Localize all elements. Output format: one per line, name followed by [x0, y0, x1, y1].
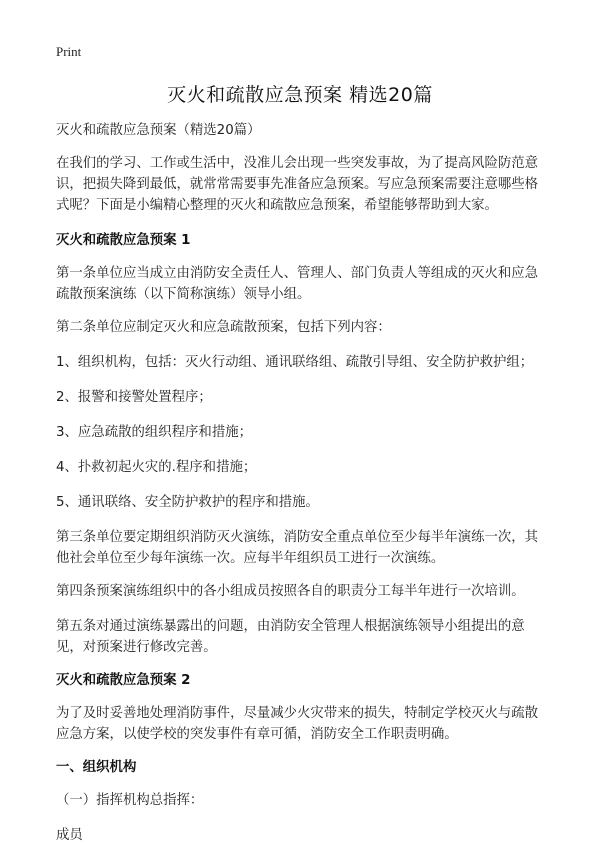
- section-2-item: （一）指挥机构总指挥：: [56, 793, 204, 808]
- section-1-list-item: 3、应急疏散的组织程序和措施；: [56, 425, 252, 440]
- section-1-heading: 灭火和疏散应急预案 1: [56, 233, 191, 248]
- section-1-paragraph: 第五条对通过演练暴露出的问题，由消防安全管理人根据演练领导小组提出的意见，对预案进行修改完善。: [56, 619, 525, 655]
- section-2-paragraph: 为了及时妥善地处理消防事件，尽量减少火灾带来的损失，特制定学校灭火与疏散应急方案，以使学校的突发事件有章可循，消防安全工作职责明确。: [56, 706, 539, 742]
- intro-paragraph: 在我们的学习、工作或生活中，没准儿会出现一些突发事故，为了提高风险防范意识，把损失降到最低，就常常需要事先准备应急预案。写应急预案需要注意哪些格式呢？下面是小编精心整理的灭火和疏散应急预案，希望能够帮助到大家。: [56, 156, 539, 213]
- section-1-list-item: 1、组织机构，包括：灭火行动组、通讯联络组、疏散引导组、安全防护救护组；: [56, 355, 534, 370]
- section-1-paragraph: 第一条单位应当成立由消防安全责任人、管理人、部门负责人等组成的灭火和应急疏散预案演练（以下简称演练）领导小组。: [56, 266, 539, 302]
- section-1-list-item: 4、扑救初起火灾的.程序和措施；: [56, 460, 257, 475]
- section-2-heading: 灭火和疏散应急预案 2: [56, 673, 191, 688]
- page-title: 灭火和疏散应急预案 精选20篇: [167, 84, 433, 106]
- document-body: [56, 120, 548, 846]
- section-1-paragraph: 第四条预案演练组织中的各小组成员按照各自的职责分工每半年进行一次培训。: [56, 584, 525, 599]
- section-2-item: 成员: [56, 828, 83, 843]
- document-subtitle: 灭火和疏散应急预案（精选20篇）: [56, 123, 261, 138]
- section-1-list-item: 2、报警和接警处置程序；: [56, 390, 212, 405]
- print-label: Print: [56, 44, 82, 59]
- section-1-list-item: 5、通讯联络、安全防护救护的程序和措施。: [56, 495, 319, 510]
- section-2-subheading: 一、组织机构: [56, 760, 137, 775]
- section-1-paragraph: 第二条单位应制定灭火和应急疏散预案，包括下列内容：: [56, 320, 391, 335]
- section-1-paragraph: 第三条单位要定期组织消防灭火演练，消防安全重点单位至少每半年演练一次，其他社会单位至少每年演练一次。应每半年组织员工进行一次演练。: [56, 530, 539, 566]
